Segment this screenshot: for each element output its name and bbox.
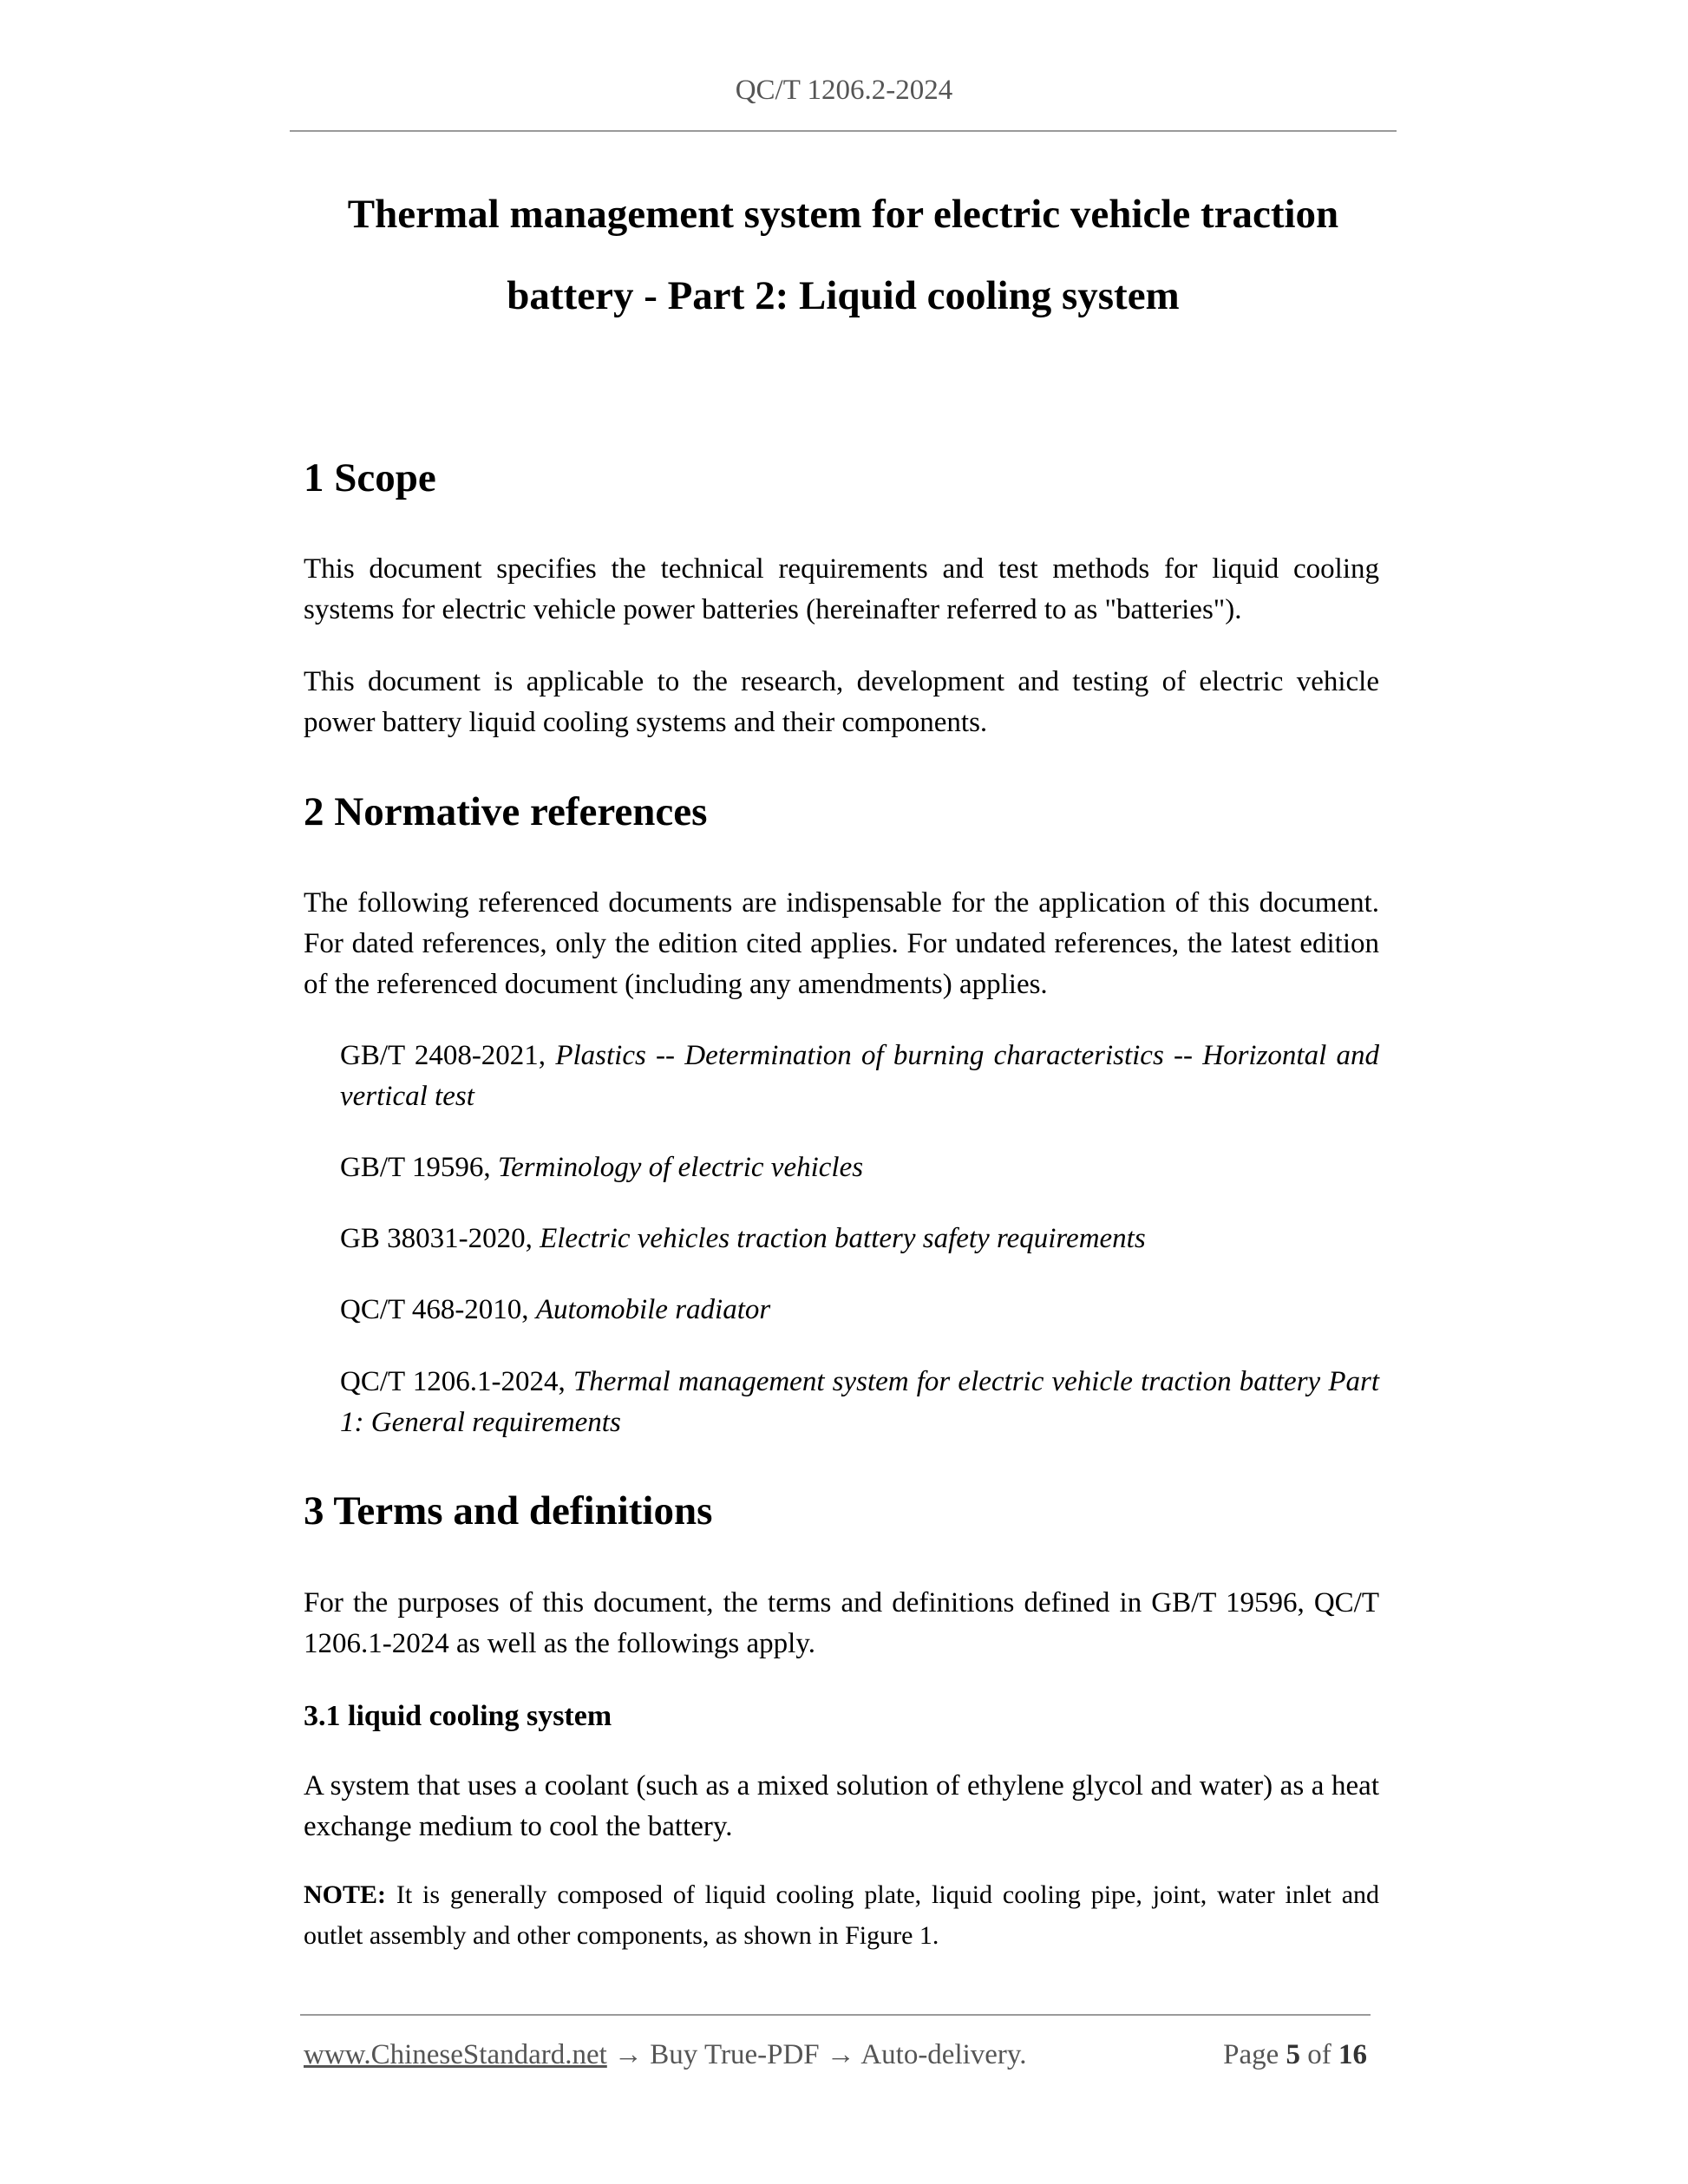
reference-item [340,1290,1379,1331]
reference-code: QC/T 1206.1-2024, [340,1366,566,1397]
reference-code: GB/T 2408-2021, [340,1040,546,1071]
page-number [1202,2035,1367,2076]
reference-title: Terminology of electric vehicles [497,1152,864,1183]
reference-title: Electric vehicles traction battery safety requirements [540,1223,1146,1254]
reference-code: GB/T 19596, [340,1152,491,1183]
arrow-right-icon: → [614,2039,644,2070]
normative-intro-paragraph: The following referenced documents are indispensable for the application of this document. For dated references, only the edition cited applies. For undated references, the latest edition of the referenced document (including any amendments) applies. [304,887,1379,1000]
section-heading-normative-references: 2 Normative references [304,789,708,834]
page-total: 16 [1338,2039,1367,2070]
reference-item [340,1148,1379,1188]
term-definition: A system that uses a coolant (such as a mixed solution of ethylene glycol and water) as a heat exchange medium to cool the battery. [304,1770,1379,1842]
document-title-line-2: battery - Part 2: Liquid cooling system [507,273,1180,318]
reference-code: GB 38031-2020, [340,1223,533,1254]
reference-title: Thermal management system for electric vehicle traction battery Part 1: General requirements [340,1366,1380,1438]
document-title [290,173,1397,337]
section-heading-scope: 1 Scope [304,455,436,500]
arrow-right-icon: → [826,2039,855,2070]
note-label: NOTE: [304,1880,387,1909]
scope-paragraph-2: This document is applicable to the research, development and testing of electric vehicle power battery liquid cooling systems and their components. [304,666,1379,738]
terms-intro-paragraph: For the purposes of this document, the terms and definitions defined in GB/T 19596, QC/T 1206.1-2024 as well as the followings apply. [304,1587,1379,1659]
page-current: 5 [1286,2039,1300,2070]
reference-item [340,1036,1379,1117]
footer-divider [300,2014,1371,2016]
section-heading-terms-definitions: 3 Terms and definitions [304,1488,713,1533]
reference-title: Plastics -- Determination of burning characteristics -- Horizontal and vertical test [340,1040,1380,1112]
document-code-header: QC/T 1206.2-2024 [735,75,953,106]
page-label: Page [1223,2039,1279,2070]
reference-title: Automobile radiator [535,1294,771,1325]
auto-delivery-text: Auto-delivery. [860,2039,1027,2070]
page-of-label: of [1307,2039,1331,2070]
buy-true-pdf-text: Buy True-PDF [650,2039,820,2070]
term-heading-liquid-cooling-system: 3.1 liquid cooling system [304,1700,612,1732]
footer-promo [304,2035,1027,2076]
document-title-line-1: Thermal management system for electric vehicle traction [347,192,1339,237]
scope-paragraph-1: This document specifies the technical requirements and test methods for liquid cooling systems for electric vehicle power batteries (hereinafter referred to as "batteries"). [304,553,1379,625]
term-note [304,1874,1379,1956]
chinesestandard-link[interactable]: www.ChineseStandard.net [304,2039,607,2070]
reference-item [340,1219,1379,1259]
reference-code: QC/T 468-2010, [340,1294,529,1325]
header-divider [290,130,1397,132]
reference-item [340,1362,1379,1443]
note-text: It is generally composed of liquid cooling plate, liquid cooling pipe, joint, water inlet and outlet assembly and other components, as shown in Figure 1. [304,1880,1380,1950]
